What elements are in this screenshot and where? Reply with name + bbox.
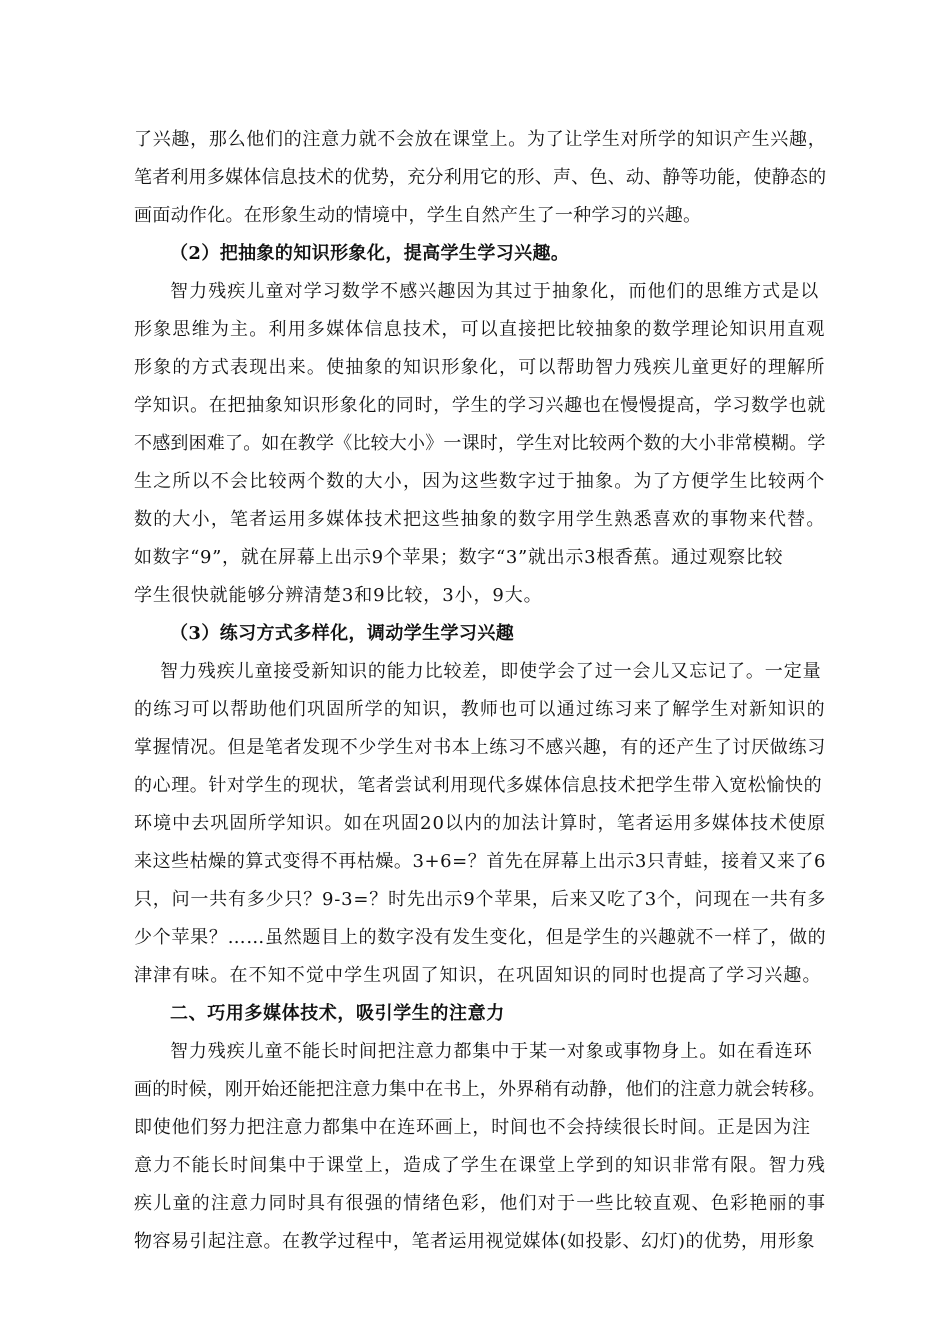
text-line: 掌握情况。但是笔者发现不少学生对书本上练习不感兴趣，有的还产生了讨厌做练习: [134, 737, 826, 758]
text-line: 了兴趣，那么他们的注意力就不会放在课堂上。为了让学生对所学的知识产生兴趣，: [134, 129, 827, 150]
text-line: 疾儿童的注意力同时具有很强的情绪色彩，他们对于一些比较直观、色彩艳丽的事: [134, 1193, 827, 1214]
text-line: 笔者利用多媒体信息技术的优势，充分利用它的形、声、色、动、静等功能，使静态的: [134, 167, 827, 188]
text-line: 数的大小，笔者运用多媒体技术把这些抽象的数字用学生熟悉喜欢的事物来代替。: [134, 509, 826, 530]
text-line: 形象的方式表现出来。使抽象的知识形象化，可以帮助智力残疾儿童更好的理解所: [134, 357, 826, 378]
text-line: 的心理。针对学生的现状，笔者尝试利用现代多媒体信息技术把学生带入宽松愉快的: [134, 775, 823, 796]
text-line: 来这些枯燥的算式变得不再枯燥。3+6=？首先在屏幕上出示3只青蛙，接着又来了6: [134, 851, 826, 872]
text-line: 如数字“9”，就在屏幕上出示9个苹果；数字“3”就出示3根香蕉。通过观察比较: [134, 547, 784, 568]
text-line: 智力残疾儿童接受新知识的能力比较差，即使学会了过一会儿又忘记了。一定量: [160, 661, 822, 682]
text-line: 物容易引起注意。在教学过程中，笔者运用视觉媒体(如投影、幻灯)的优势，用形象: [134, 1231, 816, 1252]
text-line: 的练习可以帮助他们巩固所学的知识，教师也可以通过练习来了解学生对新知识的: [134, 699, 826, 720]
text-line: 画的时候，刚开始还能把注意力集中在书上，外界稍有动静，他们的注意力就会转移。: [134, 1079, 826, 1100]
text-line: 学知识。在把抽象知识形象化的同时，学生的学习兴趣也在慢慢提高，学习数学也就: [134, 395, 826, 416]
text-line: 学生很快就能够分辨清楚3和9比较，3小，9大。: [134, 585, 543, 606]
text-line: 只，问一共有多少只？9-3=？时先出示9个苹果，后来又吃了3个，问现在一共有多: [134, 889, 827, 910]
text-line: 画面动作化。在形象生动的情境中，学生自然产生了一种学习的兴趣。: [134, 205, 702, 226]
text-line: 即使他们努力把注意力都集中在连环画上，时间也不会持续很长时间。正是因为注: [134, 1117, 811, 1138]
section-heading: （2）把抽象的知识形象化，提高学生学习兴趣。: [170, 243, 570, 264]
text-line: 环境中去巩固所学知识。如在巩固20以内的加法计算时，笔者运用多媒体技术使原: [134, 813, 827, 834]
text-line: 意力不能长时间集中于课堂上，造成了学生在课堂上学到的知识非常有限。智力残: [134, 1155, 827, 1176]
section-heading: （3）练习方式多样化，调动学生学习兴趣: [170, 623, 515, 644]
text-line: 智力残疾儿童不能长时间把注意力都集中于某一对象或事物身上。如在看连环: [170, 1041, 813, 1062]
text-line: 智力残疾儿童对学习数学不感兴趣因为其过于抽象化，而他们的思维方式是以: [170, 281, 820, 302]
text-line: 津津有味。在不知不觉中学生巩固了知识，在巩固知识的同时也提高了学习兴趣。: [134, 965, 822, 986]
section-heading: 二、巧用多媒体技术，吸引学生的注意力: [170, 1003, 505, 1024]
text-line: 生之所以不会比较两个数的大小，因为这些数字过于抽象。为了方便学生比较两个: [134, 471, 826, 492]
text-line: 少个苹果？……虽然题目上的数字没有发生变化，但是学生的兴趣就不一样了，做的: [134, 927, 827, 948]
text-line: 不感到困难了。如在教学《比较大小》一课时，学生对比较两个数的大小非常模糊。学: [134, 433, 826, 454]
text-line: 形象思维为主。利用多媒体信息技术，可以直接把比较抽象的数学理论知识用直观: [134, 319, 826, 340]
